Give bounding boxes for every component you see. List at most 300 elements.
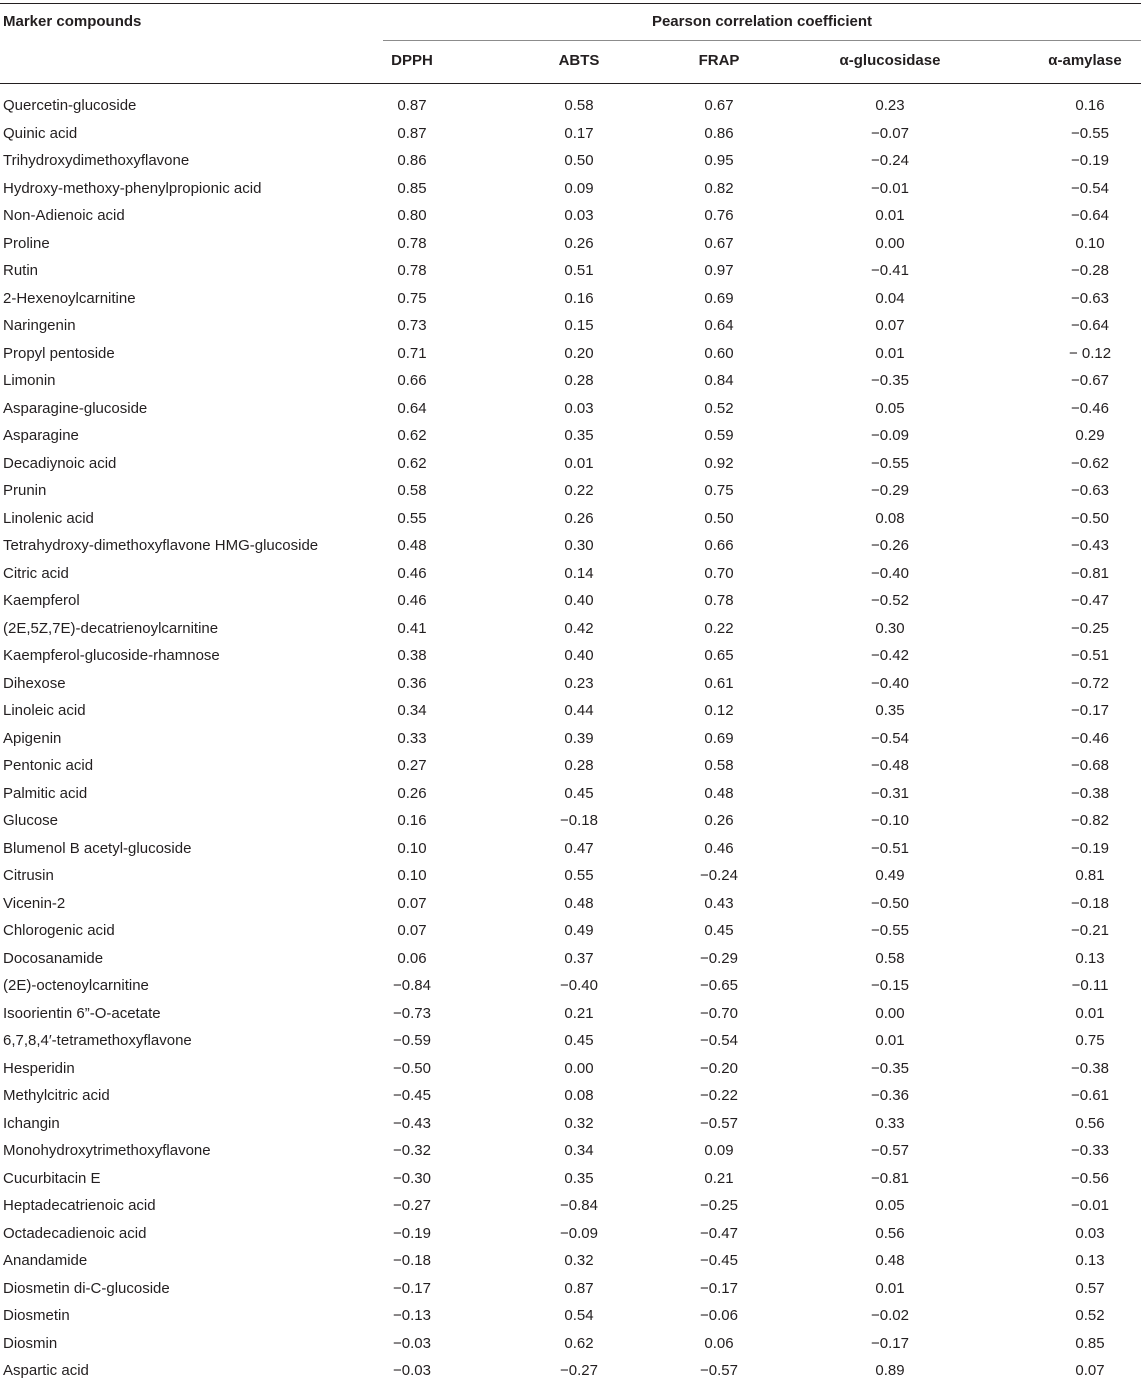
value-cell: 0.64 — [704, 317, 734, 334]
compound-name-cell: Quercetin-glucoside — [3, 97, 137, 114]
compound-name-cell: Chlorogenic acid — [3, 922, 115, 939]
compound-name-cell: Hydroxy-methoxy-phenylpropionic acid — [3, 179, 262, 197]
compound-name-cell: Limonin — [3, 372, 56, 389]
compound-name-cell: Diosmetin — [3, 1307, 70, 1324]
table-row — [0, 285, 1141, 313]
value-cell: −0.54 — [871, 729, 909, 747]
value-cell: 0.40 — [564, 592, 594, 609]
compound-name-cell: Dihexose — [3, 674, 66, 692]
value-cell: −0.64 — [1071, 317, 1109, 334]
table-row — [0, 450, 1141, 478]
value-cell: −0.27 — [393, 1197, 431, 1214]
value-cell: 0.28 — [564, 757, 594, 774]
value-cell: 0.48 — [875, 1252, 905, 1269]
value-cell: 0.58 — [704, 757, 734, 774]
value-cell: 0.56 — [875, 1224, 905, 1242]
compound-name-cell: Glucose — [3, 812, 59, 829]
table-row — [0, 1165, 1141, 1193]
value-cell: −0.40 — [871, 564, 909, 582]
value-cell: −0.10 — [871, 812, 909, 829]
value-cell: 0.16 — [564, 289, 594, 307]
compound-name-cell: Hesperidin — [3, 1059, 75, 1077]
value-cell: 0.48 — [704, 784, 734, 802]
table-row — [0, 367, 1141, 395]
value-cell: −0.41 — [871, 262, 909, 279]
value-cell: 0.67 — [704, 234, 734, 252]
value-cell: 0.06 — [704, 1334, 734, 1352]
value-cell: 0.71 — [397, 344, 427, 362]
value-cell: 0.62 — [397, 427, 427, 444]
table-row — [0, 477, 1141, 505]
table-row — [0, 670, 1141, 698]
value-cell: 0.58 — [875, 949, 905, 967]
value-cell: −0.52 — [871, 592, 909, 609]
compound-name-cell: Non-Adienoic acid — [3, 207, 125, 224]
value-cell: −0.81 — [1071, 564, 1109, 582]
table-row — [0, 945, 1141, 973]
value-cell: 0.51 — [564, 262, 594, 279]
compound-name-cell: Trihydroxydimethoxyflavone — [3, 152, 190, 169]
value-cell: 0.46 — [704, 839, 734, 857]
value-cell: −0.19 — [1071, 152, 1109, 169]
value-cell: −0.50 — [393, 1059, 431, 1077]
value-cell: −0.68 — [1071, 757, 1109, 774]
value-cell: −0.18 — [1071, 894, 1109, 912]
value-cell: 0.61 — [704, 674, 734, 692]
value-cell: 0.07 — [397, 922, 427, 939]
value-cell: 0.26 — [704, 812, 734, 829]
value-cell: −0.01 — [1071, 1197, 1109, 1214]
value-cell: 0.10 — [397, 867, 427, 884]
value-cell: 0.06 — [397, 949, 427, 967]
value-cell: 0.78 — [397, 262, 427, 279]
value-cell: −0.07 — [871, 124, 909, 142]
value-cell: 0.42 — [564, 619, 594, 637]
value-cell: 0.60 — [704, 344, 734, 362]
value-cell: 0.28 — [564, 372, 594, 389]
table-row — [0, 780, 1141, 808]
table-row — [0, 1055, 1141, 1083]
value-cell: 0.03 — [564, 207, 594, 224]
value-cell: 0.30 — [564, 537, 594, 554]
table-row — [0, 505, 1141, 533]
table-row — [0, 972, 1141, 1000]
value-cell: 0.09 — [564, 179, 594, 197]
value-cell: 0.78 — [397, 234, 427, 252]
value-cell: 0.45 — [564, 1032, 594, 1049]
table-row — [0, 1220, 1141, 1248]
value-cell: 0.87 — [564, 1279, 594, 1297]
table-row — [0, 697, 1141, 725]
compound-name-cell: (2E)-octenoylcarnitine — [3, 977, 149, 994]
value-cell: 0.23 — [875, 97, 905, 114]
compound-name-cell: Citrusin — [3, 867, 54, 884]
table-row — [0, 120, 1141, 148]
value-cell: −0.51 — [1071, 647, 1109, 664]
column-header-alpha-amylase: α-amylase — [1048, 52, 1122, 69]
value-cell: 0.69 — [704, 729, 734, 747]
table-body — [0, 92, 1141, 1385]
compound-name-cell: Methylcitric acid — [3, 1087, 110, 1104]
table-row — [0, 92, 1141, 120]
column-header-frap: FRAP — [698, 52, 740, 69]
value-cell: 0.21 — [704, 1169, 734, 1187]
value-cell: 0.52 — [1075, 1307, 1105, 1324]
compound-name-cell: Blumenol B acetyl-glucoside — [3, 839, 192, 857]
value-cell: −0.29 — [700, 949, 738, 967]
value-cell: 0.62 — [564, 1334, 594, 1352]
value-cell: 0.75 — [1075, 1032, 1105, 1049]
value-cell: 0.37 — [564, 949, 594, 967]
value-cell: 0.38 — [397, 647, 427, 664]
value-cell: −0.17 — [700, 1279, 738, 1297]
value-cell: −0.47 — [700, 1224, 738, 1242]
value-cell: 0.35 — [564, 1169, 594, 1187]
value-cell: 0.87 — [397, 124, 427, 142]
table-row — [0, 422, 1141, 450]
table-row — [0, 752, 1141, 780]
table-row — [0, 340, 1141, 368]
value-cell: 0.00 — [875, 234, 905, 252]
table-row — [0, 587, 1141, 615]
group-header-rule — [383, 40, 1141, 41]
table-row — [0, 725, 1141, 753]
value-cell: −0.17 — [1071, 702, 1109, 719]
value-cell: −0.54 — [700, 1032, 738, 1049]
value-cell: 0.58 — [397, 482, 427, 499]
value-cell: −0.18 — [393, 1252, 431, 1269]
value-cell: 0.81 — [1075, 867, 1105, 884]
value-cell: 0.67 — [704, 97, 734, 114]
compound-name-cell: Cucurbitacin E — [3, 1169, 101, 1187]
value-cell: 0.75 — [397, 289, 427, 307]
value-cell: 0.04 — [875, 289, 905, 307]
value-cell: −0.67 — [1071, 372, 1109, 389]
value-cell: 0.00 — [564, 1059, 594, 1077]
value-cell: −0.43 — [1071, 537, 1109, 554]
value-cell: 0.43 — [704, 894, 734, 912]
value-cell: −0.56 — [1071, 1169, 1109, 1187]
value-cell: −0.17 — [393, 1279, 431, 1297]
value-cell: 0.62 — [397, 454, 427, 472]
table-row — [0, 890, 1141, 918]
value-cell: −0.55 — [1071, 124, 1109, 142]
value-cell: −0.61 — [1071, 1087, 1109, 1104]
value-cell: 0.82 — [704, 179, 734, 197]
value-cell: −0.46 — [1071, 399, 1109, 417]
value-cell: −0.22 — [700, 1087, 738, 1104]
value-cell: −0.35 — [871, 1059, 909, 1077]
table-row — [0, 230, 1141, 258]
table-row — [0, 1302, 1141, 1330]
value-cell: 0.33 — [875, 1114, 905, 1132]
value-cell: 0.08 — [875, 509, 905, 527]
value-cell: −0.65 — [700, 977, 738, 994]
value-cell: −0.03 — [393, 1334, 431, 1352]
table-row — [0, 1137, 1141, 1165]
value-cell: −0.27 — [560, 1362, 598, 1379]
table-row — [0, 835, 1141, 863]
value-cell: 0.46 — [397, 592, 427, 609]
compound-name-cell: Palmitic acid — [3, 784, 88, 802]
value-cell: 0.75 — [704, 482, 734, 499]
value-cell: 0.05 — [875, 1197, 905, 1214]
value-cell: −0.50 — [871, 894, 909, 912]
value-cell: 0.45 — [564, 784, 594, 802]
value-cell: −0.70 — [700, 1004, 738, 1022]
value-cell: 0.01 — [875, 207, 905, 224]
value-cell: 0.44 — [564, 702, 594, 719]
value-cell: 0.17 — [564, 124, 594, 142]
value-cell: 0.86 — [397, 152, 427, 169]
value-cell: 0.34 — [564, 1142, 594, 1159]
compound-name-cell: Diosmin — [3, 1334, 58, 1352]
value-cell: 0.49 — [875, 867, 905, 884]
value-cell: −0.35 — [871, 372, 909, 389]
compound-name-cell: Asparagine-glucoside — [3, 399, 148, 417]
value-cell: 0.32 — [564, 1252, 594, 1269]
value-cell: 0.09 — [704, 1142, 734, 1159]
value-cell: 0.32 — [564, 1114, 594, 1132]
value-cell: 0.10 — [1075, 234, 1105, 252]
value-cell: −0.01 — [871, 179, 909, 197]
table-row — [0, 312, 1141, 340]
table-row — [0, 1000, 1141, 1028]
value-cell: −0.24 — [871, 152, 909, 169]
table-row — [0, 1247, 1141, 1275]
value-cell: 0.23 — [564, 674, 594, 692]
value-cell: −0.03 — [393, 1362, 431, 1379]
pearson-group-header: Pearson correlation coefficient — [651, 13, 873, 30]
value-cell: −0.33 — [1071, 1142, 1109, 1159]
value-cell: 0.73 — [397, 317, 427, 334]
value-cell: 0.97 — [704, 262, 734, 279]
value-cell: −0.62 — [1071, 454, 1109, 472]
value-cell: 0.59 — [704, 427, 734, 444]
value-cell: −0.15 — [871, 977, 909, 994]
value-cell: −0.40 — [871, 674, 909, 692]
value-cell: 0.87 — [397, 97, 427, 114]
value-cell: 0.01 — [875, 344, 905, 362]
value-cell: 0.03 — [564, 399, 594, 417]
value-cell: 0.35 — [564, 427, 594, 444]
value-cell: −0.13 — [393, 1307, 431, 1324]
value-cell: −0.45 — [700, 1252, 738, 1269]
value-cell: −0.54 — [1071, 179, 1109, 197]
value-cell: 0.01 — [875, 1279, 905, 1297]
table-row — [0, 615, 1141, 643]
value-cell: 0.13 — [1075, 1252, 1105, 1269]
value-cell: 0.20 — [564, 344, 594, 362]
value-cell: −0.20 — [700, 1059, 738, 1077]
header-bottom-rule — [0, 83, 1141, 84]
value-cell: −0.51 — [871, 839, 909, 857]
value-cell: −0.19 — [1071, 839, 1109, 857]
compound-name-cell: Heptadecatrienoic acid — [3, 1197, 156, 1214]
value-cell: 0.07 — [875, 317, 905, 334]
value-cell: −0.55 — [871, 922, 909, 939]
value-cell: −0.31 — [871, 784, 909, 802]
value-cell: 0.16 — [397, 812, 427, 829]
table-top-rule — [0, 3, 1141, 4]
table-row — [0, 202, 1141, 230]
value-cell: 0.33 — [397, 729, 427, 747]
value-cell: 0.15 — [564, 317, 594, 334]
compound-name-cell: Anandamide — [3, 1252, 88, 1269]
value-cell: 0.35 — [875, 702, 905, 719]
value-cell: 0.16 — [1075, 97, 1105, 114]
compound-name-cell: Octadecadienoic acid — [3, 1224, 147, 1242]
value-cell: −0.72 — [1071, 674, 1109, 692]
value-cell: 0.65 — [704, 647, 734, 664]
value-cell: 0.40 — [564, 647, 594, 664]
value-cell: 0.57 — [1075, 1279, 1105, 1297]
value-cell: −0.57 — [700, 1362, 738, 1379]
value-cell: 0.22 — [564, 482, 594, 499]
value-cell: 0.00 — [875, 1004, 905, 1022]
value-cell: 0.22 — [704, 619, 734, 637]
value-cell: 0.52 — [704, 399, 734, 417]
compound-name-cell: Naringenin — [3, 317, 76, 334]
value-cell: 0.58 — [564, 97, 594, 114]
compound-name-cell: Proline — [3, 234, 50, 252]
value-cell: −0.17 — [871, 1334, 909, 1352]
column-header-alpha-glucosidase: α-glucosidase — [839, 52, 941, 69]
value-cell: −0.25 — [700, 1197, 738, 1214]
value-cell: 0.01 — [1075, 1004, 1105, 1022]
compound-name-cell: Decadiynoic acid — [3, 454, 117, 472]
value-cell: 0.50 — [564, 152, 594, 169]
value-cell: −0.45 — [393, 1087, 431, 1104]
value-cell: 0.36 — [397, 674, 427, 692]
value-cell: 0.50 — [704, 509, 734, 527]
compound-name-cell: Asparagine — [3, 427, 79, 444]
table-row — [0, 1275, 1141, 1303]
compound-name-cell: Prunin — [3, 482, 47, 499]
value-cell: −0.57 — [871, 1142, 909, 1159]
value-cell: 0.55 — [397, 509, 427, 527]
value-cell: −0.32 — [393, 1142, 431, 1159]
compound-name-cell: Rutin — [3, 262, 39, 279]
compound-name-cell: Quinic acid — [3, 124, 78, 142]
value-cell: 0.85 — [397, 179, 427, 197]
compound-name-cell: Monohydroxytrimethoxyflavone — [3, 1142, 211, 1159]
value-cell: −0.19 — [393, 1224, 431, 1242]
value-cell: −0.11 — [1071, 977, 1109, 994]
value-cell: 0.78 — [704, 592, 734, 609]
value-cell: −0.38 — [1071, 784, 1109, 802]
table-row — [0, 1192, 1141, 1220]
value-cell: 0.26 — [564, 234, 594, 252]
value-cell: 0.10 — [397, 839, 427, 857]
value-cell: 0.86 — [704, 124, 734, 142]
value-cell: −0.42 — [871, 647, 909, 664]
value-cell: 0.34 — [397, 702, 427, 719]
value-cell: −0.24 — [700, 867, 738, 884]
table-row — [0, 1110, 1141, 1138]
column-headers — [0, 51, 1141, 71]
value-cell: 0.64 — [397, 399, 427, 417]
table-row — [0, 917, 1141, 945]
value-cell: 0.80 — [397, 207, 427, 224]
value-cell: 0.45 — [704, 922, 734, 939]
value-cell: −0.84 — [560, 1197, 598, 1214]
value-cell: 0.30 — [875, 619, 905, 637]
value-cell: −0.02 — [871, 1307, 909, 1324]
table-row — [0, 1330, 1141, 1358]
compound-name-cell: Docosanamide — [3, 949, 104, 967]
value-cell: 0.92 — [704, 454, 734, 472]
compound-name-cell: Linolenic acid — [3, 509, 94, 527]
value-cell: −0.09 — [560, 1224, 598, 1242]
compound-name-cell: Kaempferol — [3, 592, 80, 609]
value-cell: 0.54 — [564, 1307, 594, 1324]
value-cell: 0.95 — [704, 152, 734, 169]
table-row — [0, 1082, 1141, 1110]
column-header-dpph: DPPH — [391, 52, 433, 69]
value-cell: −0.84 — [393, 977, 431, 994]
compound-name-cell: Linoleic acid — [3, 702, 86, 719]
value-cell: −0.30 — [393, 1169, 431, 1187]
compound-name-cell: Diosmetin di-C-glucoside — [3, 1279, 170, 1297]
compound-name-cell: Tetrahydroxy-dimethoxyflavone HMG-glucoside — [3, 537, 319, 554]
compound-name-cell: Vicenin-2 — [3, 894, 66, 912]
table-row — [0, 862, 1141, 890]
value-cell: −0.38 — [1071, 1059, 1109, 1077]
value-cell: 0.84 — [704, 372, 734, 389]
value-cell: −0.59 — [393, 1032, 431, 1049]
value-cell: −0.48 — [871, 757, 909, 774]
value-cell: 0.70 — [704, 564, 734, 582]
value-cell: −0.81 — [871, 1169, 909, 1187]
value-cell: 0.26 — [564, 509, 594, 527]
compound-name-cell: Propyl pentoside — [3, 344, 115, 362]
value-cell: 0.47 — [564, 839, 594, 857]
value-cell: −0.25 — [1071, 619, 1109, 637]
value-cell: 0.46 — [397, 564, 427, 582]
table-row — [0, 642, 1141, 670]
value-cell: 0.39 — [564, 729, 594, 747]
value-cell: −0.26 — [871, 537, 909, 554]
table-row — [0, 257, 1141, 285]
compound-name-cell: 6,7,8,4′-tetramethoxyflavone — [3, 1032, 192, 1049]
value-cell: −0.36 — [871, 1087, 909, 1104]
table-row — [0, 147, 1141, 175]
value-cell: 0.85 — [1075, 1334, 1105, 1352]
value-cell: −0.18 — [560, 812, 598, 829]
compound-name-cell: Isoorientin 6”-O-acetate — [3, 1004, 161, 1022]
value-cell: 0.12 — [704, 702, 734, 719]
table-row — [0, 175, 1141, 203]
value-cell: 0.13 — [1075, 949, 1105, 967]
value-cell: −0.09 — [871, 427, 909, 444]
value-cell: 0.89 — [875, 1362, 905, 1379]
compound-name-cell: Ichangin — [3, 1114, 60, 1132]
value-cell: 0.01 — [564, 454, 594, 472]
table-row — [0, 395, 1141, 423]
value-cell: −0.55 — [871, 454, 909, 472]
compound-name-cell: 2-Hexenoylcarnitine — [3, 289, 136, 307]
value-cell: 0.41 — [397, 619, 427, 637]
value-cell: −0.28 — [1071, 262, 1109, 279]
value-cell: 0.08 — [564, 1087, 594, 1104]
value-cell: 0.48 — [564, 894, 594, 912]
value-cell: 0.48 — [397, 537, 427, 554]
value-cell: −0.64 — [1071, 207, 1109, 224]
value-cell: 0.05 — [875, 399, 905, 417]
value-cell: 0.56 — [1075, 1114, 1105, 1132]
value-cell: −0.40 — [560, 977, 598, 994]
